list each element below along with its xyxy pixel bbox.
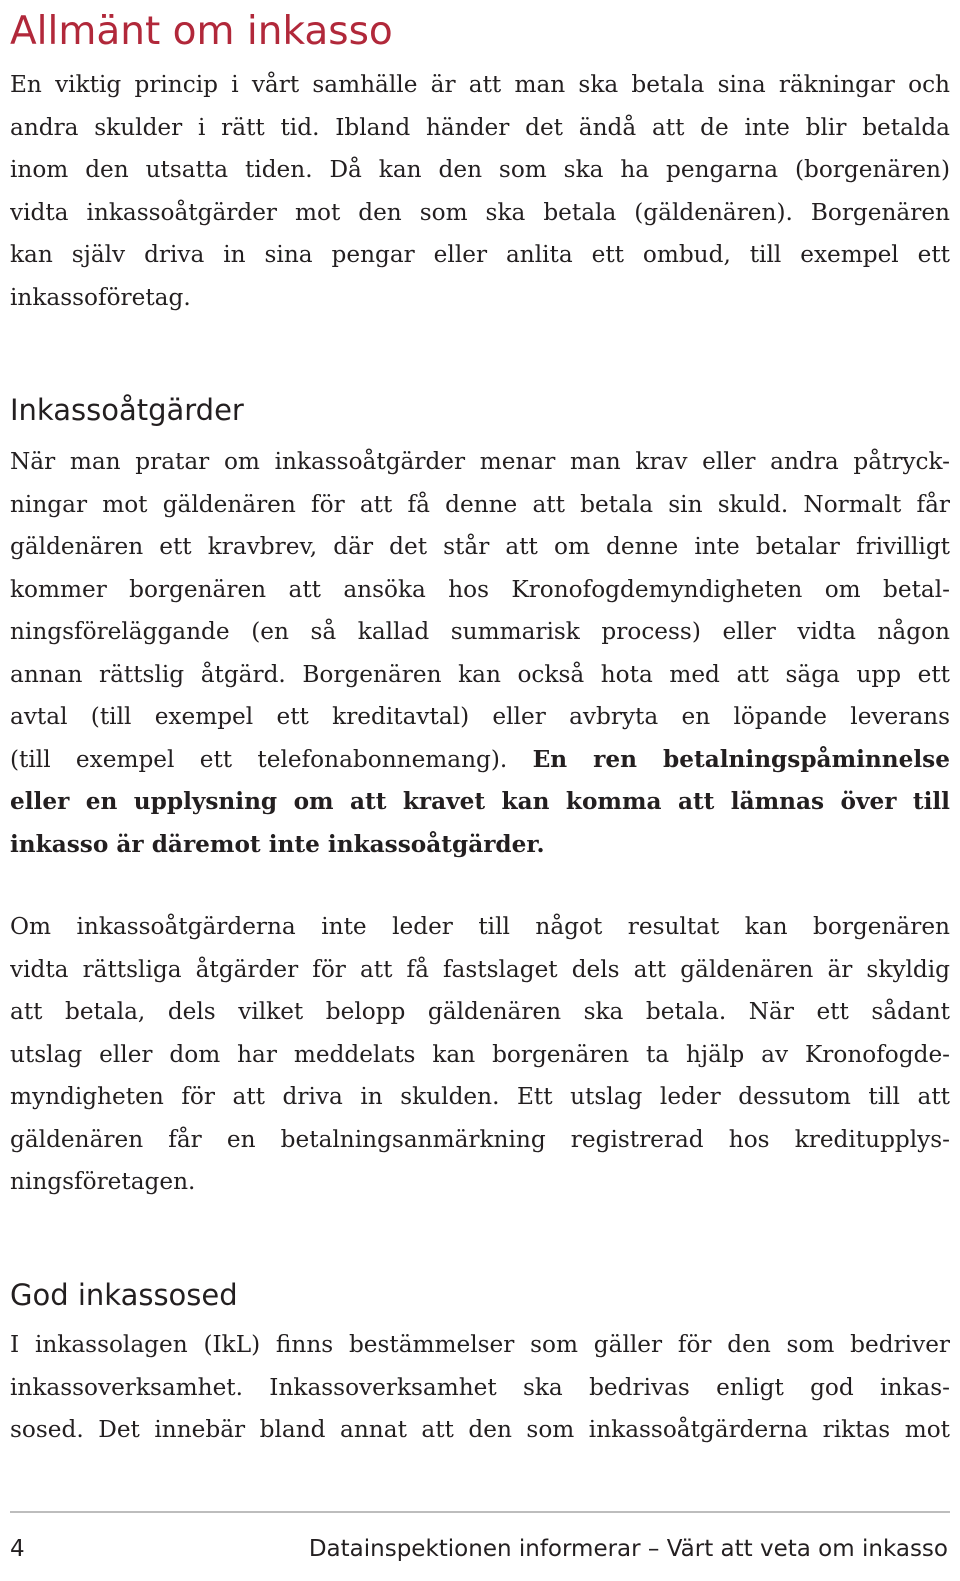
text-line: utslag eller dom har meddelats kan borgenären ta hjälp av Kronofogde- xyxy=(10,1040,950,1068)
text-line: I inkassolagen (IkL) finns bestämmelser som gäller för den som bedriver xyxy=(10,1331,950,1358)
text-line: sosed. Det innebär bland annat att den som inkassoåtgärderna riktas mot xyxy=(10,1416,950,1443)
text-line: Om inkassoåtgärderna inte leder till något resultat kan borgenären xyxy=(10,913,950,940)
text-line: gäldenären ett kravbrev, där det står att om denne inte betalar frivilligt xyxy=(10,533,950,560)
page-number: 4 xyxy=(10,1536,25,1562)
page-title: Allmänt om inkasso xyxy=(10,9,393,54)
text-line-mixed xyxy=(10,739,950,782)
section-heading-god-inkassosed: God inkassosed xyxy=(10,1278,238,1312)
text-line: att betala, dels vilket belopp gäldenären ska betala. När ett sådant xyxy=(10,998,950,1025)
text-line-bold xyxy=(10,781,950,824)
text-line: En viktig princip i vårt samhälle är att man ska betala sina räkningar och xyxy=(10,71,950,98)
text-line: inom den utsatta tiden. Då kan den som ska ha pengarna (borgenären) xyxy=(10,156,950,183)
text-line: vidta inkassoåtgärder mot den som ska betala (gäldenären). Borgenären xyxy=(10,198,950,226)
text-line: inkassoföretag. xyxy=(10,283,191,311)
text-line: När man pratar om inkassoåtgärder menar man krav eller andra påtryck- xyxy=(10,448,950,475)
inkassoatgarder-paragraph-1 xyxy=(10,441,950,866)
text-line: ningsföretagen. xyxy=(10,1168,196,1195)
text-line: vidta rättsliga åtgärder för att få fastslaget dels att gäldenären är skyldig xyxy=(10,955,950,983)
intro-paragraph xyxy=(10,64,950,319)
text-line: annan rättslig åtgärd. Borgenären kan också hota med att säga upp ett xyxy=(10,660,950,688)
footer-publication-title: Datainspektionen informerar – Värt att veta om inkasso xyxy=(308,1536,948,1562)
text-bold: inkasso är däremot inte inkassoåtgärder. xyxy=(10,830,545,858)
text-normal: (till exempel ett telefonabonnemang). xyxy=(10,745,533,773)
text-line: andra skulder i rätt tid. Ibland händer det ändå att de inte blir betalda xyxy=(10,113,950,141)
text-line-bold xyxy=(10,824,950,867)
text-line: kan själv driva in sina pengar eller anlita ett ombud, till exempel ett xyxy=(10,241,950,268)
text-line: kommer borgenären att ansöka hos Kronofogdemyndigheten om betal- xyxy=(10,575,950,603)
inkassoatgarder-paragraph-2 xyxy=(10,906,950,1204)
god-inkassosed-paragraph-1 xyxy=(10,1324,950,1452)
footer-divider xyxy=(10,1511,950,1513)
text-line: gäldenären får en betalningsanmärkning registrerad hos kreditupplys- xyxy=(10,1125,950,1153)
text-line: ningar mot gäldenären för att få denne att betala sin skuld. Normalt får xyxy=(10,490,950,518)
text-line: avtal (till exempel ett kreditavtal) eller avbryta en löpande leverans xyxy=(10,703,950,730)
text-line: inkassoverksamhet. Inkassoverksamhet ska bedrivas enligt god inkas- xyxy=(10,1373,950,1401)
text-line: ningsföreläggande (en så kallad summarisk process) eller vidta någon xyxy=(10,618,950,645)
text-line: myndigheten för att driva in skulden. Ett utslag leder dessutom till att xyxy=(10,1083,950,1110)
section-heading-inkassoatgarder: Inkassoåtgärder xyxy=(10,393,244,427)
text-bold: En ren betalningspåminnelse xyxy=(532,745,950,773)
text-bold: eller en upplysning om att kravet kan komma att lämnas över till xyxy=(10,788,950,815)
